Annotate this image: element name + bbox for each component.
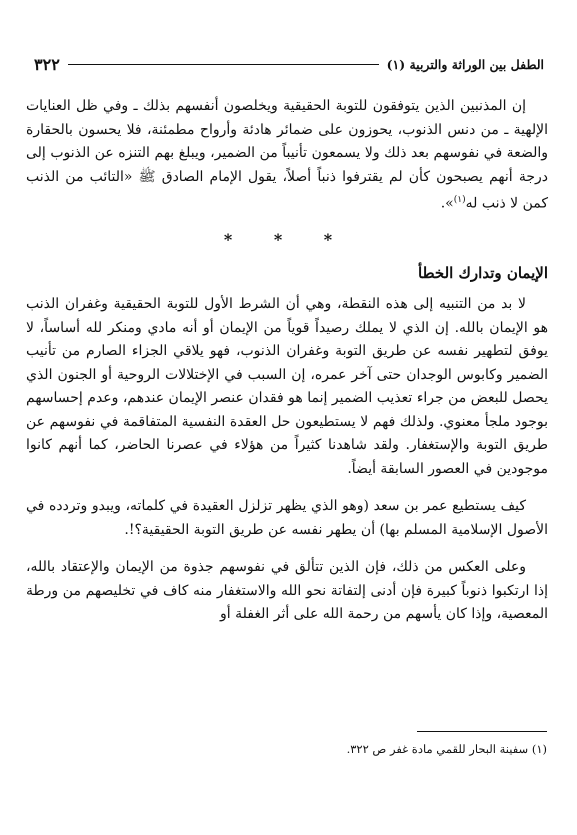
paragraph-3: كيف يستطيع عمر بن سعد (وهو الذي يظهر تزلزل العقيدة في كلماته، ويبدو وتردده في الأصول الإسلامية المسلم بها) أن يطهر نفسه عن طريق التوبة الحقيقية؟!. [26,498,548,538]
running-title: الطفل بين الوراثة والتربية (١) [386,56,544,72]
paragraph-4: وعلى العكس من ذلك، فإن الذين تتألق في نفوسهم جذوة من الإيمان والإعتقاد بالله، إذا ارتكبوا ذنوباً كبيرة فإن أدنى إلتفاتة نحو الله والاستغفار منه كاف في تخليصهم من ورطة المعصية، وإذا كان يأسهم من رحمة الله على أثر الغفلة أو [26,559,548,623]
paragraph-2: لا بد من التنبيه إلى هذه النقطة، وهي أن الشرط الأول للتوبة الحقيقية وغفران الذنب هو الإيمان بالله. إن الذي لا يملك رصيداً قوياً من الإيمان أو أنه مادي ومنكر لله أساساً، لا يوفق لتطهير نفسه عن طريق التوبة وغفران الذنوب، فهو يلاقي الجزاء الصارم من تأنيب الضمير وكابوس الوجدان حتى آخر عمره، إن السبب في الإختلالات الروحية أو الجنون الذي يحصل للبعض من جراء تعذيب الضمير إنما هو فقدان عنصر الإيمان عندهم، وعدم إحساسهم بوجود ملجأ معنوي. ولذلك فهم لا يستطيعون حل العقدة النفسية المتفاقمة في نفوسهم عن طريق التوبة والإستغفار. ولقد شاهدنا كثيراً من هؤلاء في عصرنا الحاضر، كما أنهم كانوا موجودين في العصور السابقة أيضاً. [26,296,548,477]
page-header [24,50,544,78]
page-body [26,95,548,627]
footnote-marker: (١) [453,195,466,205]
paragraph-1-text: إن المذنبين الذين يتوفقون للتوبة الحقيقية ويخلصون أنفسهم بذلك ـ وفي ظل العنايات الإلهية ـ من دنس الذنوب، يحوزون على ضمائر هادئة وأرواح مطمئنة، فلا يحسون بالحقارة والضعة في نفوسهم بعد ذلك ولا يسمعون تأنيباً من الضمير، ويبلغ بهم التنزه عن الذنوب إلى درجة أنهم يصبحون كأن لم يقترفوا ذنباً أصلاً، يقول الإمام الصادق ﷺ «التائب من الذنب كمن لا ذنب له [26,98,548,212]
paragraph-1-end: ». [440,195,454,212]
page-number: ٣٢٢ [34,54,60,74]
paragraph-1 [26,95,548,216]
header-rule [68,64,379,65]
section-heading: الإيمان وتدارك الخطأ [418,263,548,282]
footnote: (١) سفينة البحار للقمي مادة غفر ص ٣٢٢. [346,742,547,756]
section-separator: * * * [223,230,351,250]
footnote-rule [417,731,547,732]
